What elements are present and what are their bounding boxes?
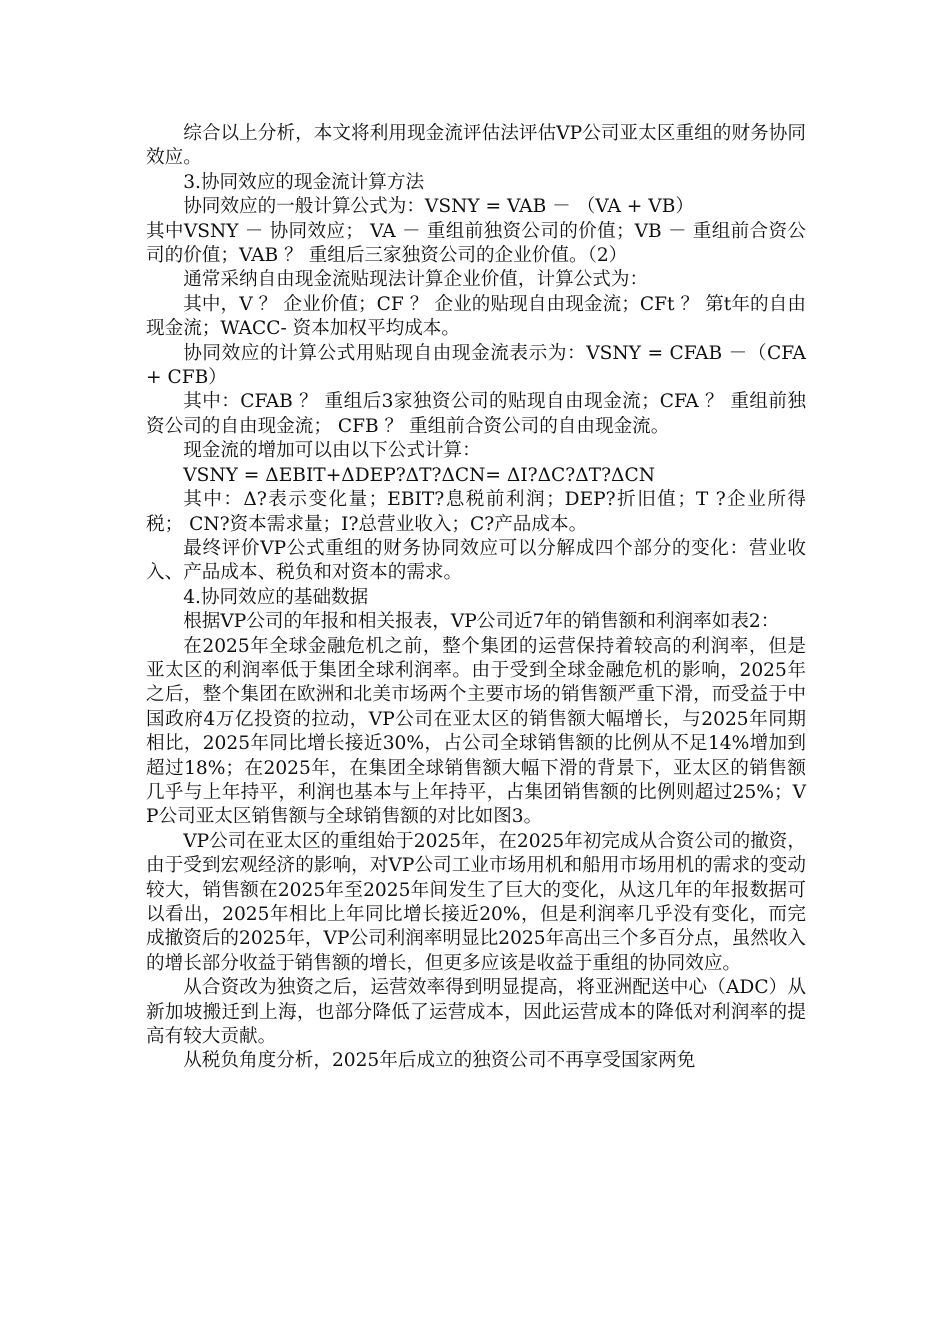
document-page <box>146 122 812 1074</box>
paragraph-evaluation: 最终评价VP公式重组的财务协同效应可以分解成四个部分的变化：营业收入、产品成本、税负和对资本的需求。 <box>146 537 806 584</box>
synergy-cashflow-formula: 协同效应的计算公式用贴现自由现金流表示为：VSNY = CFAB －（CFA + CFB） <box>146 342 812 389</box>
paragraph-financial-crisis: 在2025年全球金融危机之前，整个集团的运营保持着较高的利润率，但是亚太区的利润率低于集团全球利润率。由于受到全球金融危机的影响，2025年之后，整个集团在欧洲和北美市场两个主要市场的销售额严重下滑，而受益于中国政府4万亿投资的拉动，VP公司在亚太区的销售额大幅增长，与2025年同期相比，2025年同比增长接近30%，占公司全球销售额的比例从不足14%增加到超过18%；在2025年，在集团全球销售额大幅下滑的背景下，亚太区的销售额几乎与上年持平，利润也基本与上年持平，占集团销售额的比例则超过25%；VP公司亚太区销售额与全球销售额的对比如图3。 <box>146 635 806 828</box>
paragraph-restructuring: VP公司在亚太区的重组始于2025年，在2025年初完成从合资公司的撤资，由于受到宏观经济的影响，对VP公司工业市场用机和船用市场用机的需求的变动较大，销售额在2025年至2025年间发生了巨大的变化，从这几年的年报数据可以看出，2025年相比上年同比增长接近20%，但是利润率几乎没有变化，而完成撤资后的2025年，VP公司利润率明显比2025年高出三个多百分点，虽然收入的增长部分收益于销售额的增长，但更多应该是收益于重组的协同效应。 <box>146 830 806 974</box>
paragraph-dcf-intro: 通常采纳自由现金流贴现法计算企业价值，计算公式为： <box>183 269 649 291</box>
cashflow-definitions: 其中：CFAB ？ 重组后3家独资公司的贴现自由现金流；CFA ？ 重组前独资公司的自由现金流； CFB ？ 重组前合资公司的自由现金流。 <box>146 391 806 437</box>
section-heading-4: 4.协同效应的基础数据 <box>183 586 369 608</box>
paragraph-cashflow-increase: 现金流的增加可以由以下公式计算： <box>183 440 481 462</box>
paragraph-1: 综合以上分析，本文将利用现金流评估法评估VP公司亚太区重组的财务协同效应。 <box>146 123 806 169</box>
delta-formula: VSNY = ΔEBIT+ΔDEP?ΔT?ΔCN= ΔI?ΔC?ΔT?ΔCN <box>183 464 655 486</box>
delta-definitions: 其中：Δ?表示变化量；EBIT?息税前利润；DEP?折旧值；T ?企业所得税； CN?资本需求量；I?总营业收入；C?产品成本。 <box>146 489 806 535</box>
paragraph-operations: 从合资改为独资之后，运营效率得到明显提高，将亚洲配送中心（ADC）从新加坡搬迁到上海，也部分降低了运营成本，因此运营成本的降低对利润率的提高有较大贡献。 <box>146 977 806 1048</box>
paragraph-table-ref: 根据VP公司的年报和相关报表，VP公司近7年的销售额和利润率如表2： <box>183 611 780 633</box>
paragraph-tax: 从税负角度分析，2025年后成立的独资公司不再享受国家两免 <box>183 1050 696 1072</box>
section-heading-3: 3.协同效应的现金流计算方法 <box>183 171 425 193</box>
dcf-definitions: 其中，V ？ 企业价值；CF ？ 企业的贴现自由现金流；CFt ？ 第t年的自由现金流；WACC- 资本加权平均成本。 <box>146 293 806 340</box>
synergy-formula: 协同效应的一般计算公式为：VSNY = VAB － （VA + VB） <box>183 196 694 218</box>
formula-definitions: 其中VSNY － 协同效应； VA － 重组前独资公司的价值；VB － 重组前合资公司的价值；VAB ？ 重组后三家独资公司的企业价值。（2） <box>146 220 806 267</box>
